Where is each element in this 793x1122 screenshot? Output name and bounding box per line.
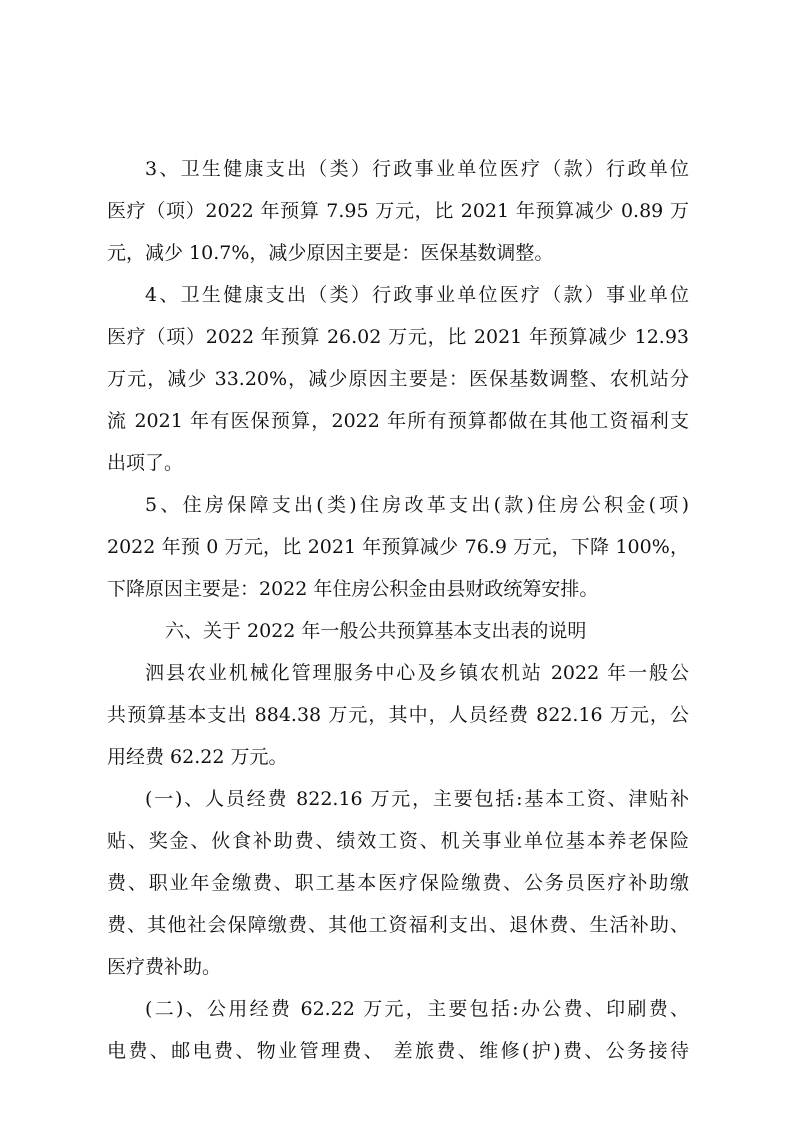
- paragraph-3-line-3: 元，减少 10.7%，减少原因主要是：医保基数调整。: [107, 242, 554, 264]
- personnel-paragraph-line-3: 费、职业年金缴费、职工基本医疗保险缴费、公务员医疗补助缴: [107, 872, 689, 894]
- paragraph-5-line-2: 2022 年预 0 万元，比 2021 年预算减少 76.9 万元，下降 100%，: [107, 536, 689, 558]
- paragraph-4-line-3: 万元，减少 33.20%，减少原因主要是：医保基数调整、农机站分: [107, 368, 689, 390]
- section-heading-6: 六、关于 2022 年一般公共预算基本支出表的说明: [165, 620, 587, 642]
- summary-paragraph-line-2: 共预算基本支出 884.38 万元，其中，人员经费 822.16 万元，公: [107, 704, 689, 726]
- paragraph-4-line-5: 出项了。: [107, 452, 184, 474]
- personnel-paragraph-line-2: 贴、奖金、伙食补助费、绩效工资、机关事业单位基本养老保险: [107, 830, 689, 852]
- paragraph-3-line-1: 3、卫生健康支出（类）行政事业单位医疗（款）行政单位: [145, 158, 689, 180]
- public-expense-paragraph-line-2: 电费、邮电费、物业管理费、 差旅费、维修(护)费、公务接待: [107, 1040, 689, 1062]
- paragraph-4-line-4: 流 2021 年有医保预算，2022 年所有预算都做在其他工资福利支: [107, 410, 689, 432]
- paragraph-4-line-2: 医疗（项）2022 年预算 26.02 万元，比 2021 年预算减少 12.93: [107, 326, 689, 348]
- paragraph-3-line-2: 医疗（项）2022 年预算 7.95 万元，比 2021 年预算减少 0.89 万: [107, 200, 689, 222]
- personnel-paragraph-line-1: (一)、人员经费 822.16 万元，主要包括:基本工资、津贴补: [145, 788, 689, 810]
- paragraph-4-line-1: 4、卫生健康支出（类）行政事业单位医疗（款）事业单位: [145, 284, 689, 306]
- summary-paragraph-line-3: 用经费 62.22 万元。: [107, 746, 288, 768]
- paragraph-5-line-3: 下降原因主要是：2022 年住房公积金由县财政统筹安排。: [107, 578, 599, 600]
- paragraph-5-line-1: 5、住房保障支出(类)住房改革支出(款)住房公积金(项): [145, 494, 689, 516]
- summary-paragraph-line-1: 泗县农业机械化管理服务中心及乡镇农机站 2022 年一般公: [145, 662, 689, 684]
- personnel-paragraph-line-4: 费、其他社会保障缴费、其他工资福利支出、退休费、生活补助、: [107, 914, 689, 936]
- personnel-paragraph-line-5: 医疗费补助。: [107, 956, 222, 978]
- public-expense-paragraph-line-1: (二)、公用经费 62.22 万元，主要包括:办公费、印刷费、: [145, 998, 689, 1020]
